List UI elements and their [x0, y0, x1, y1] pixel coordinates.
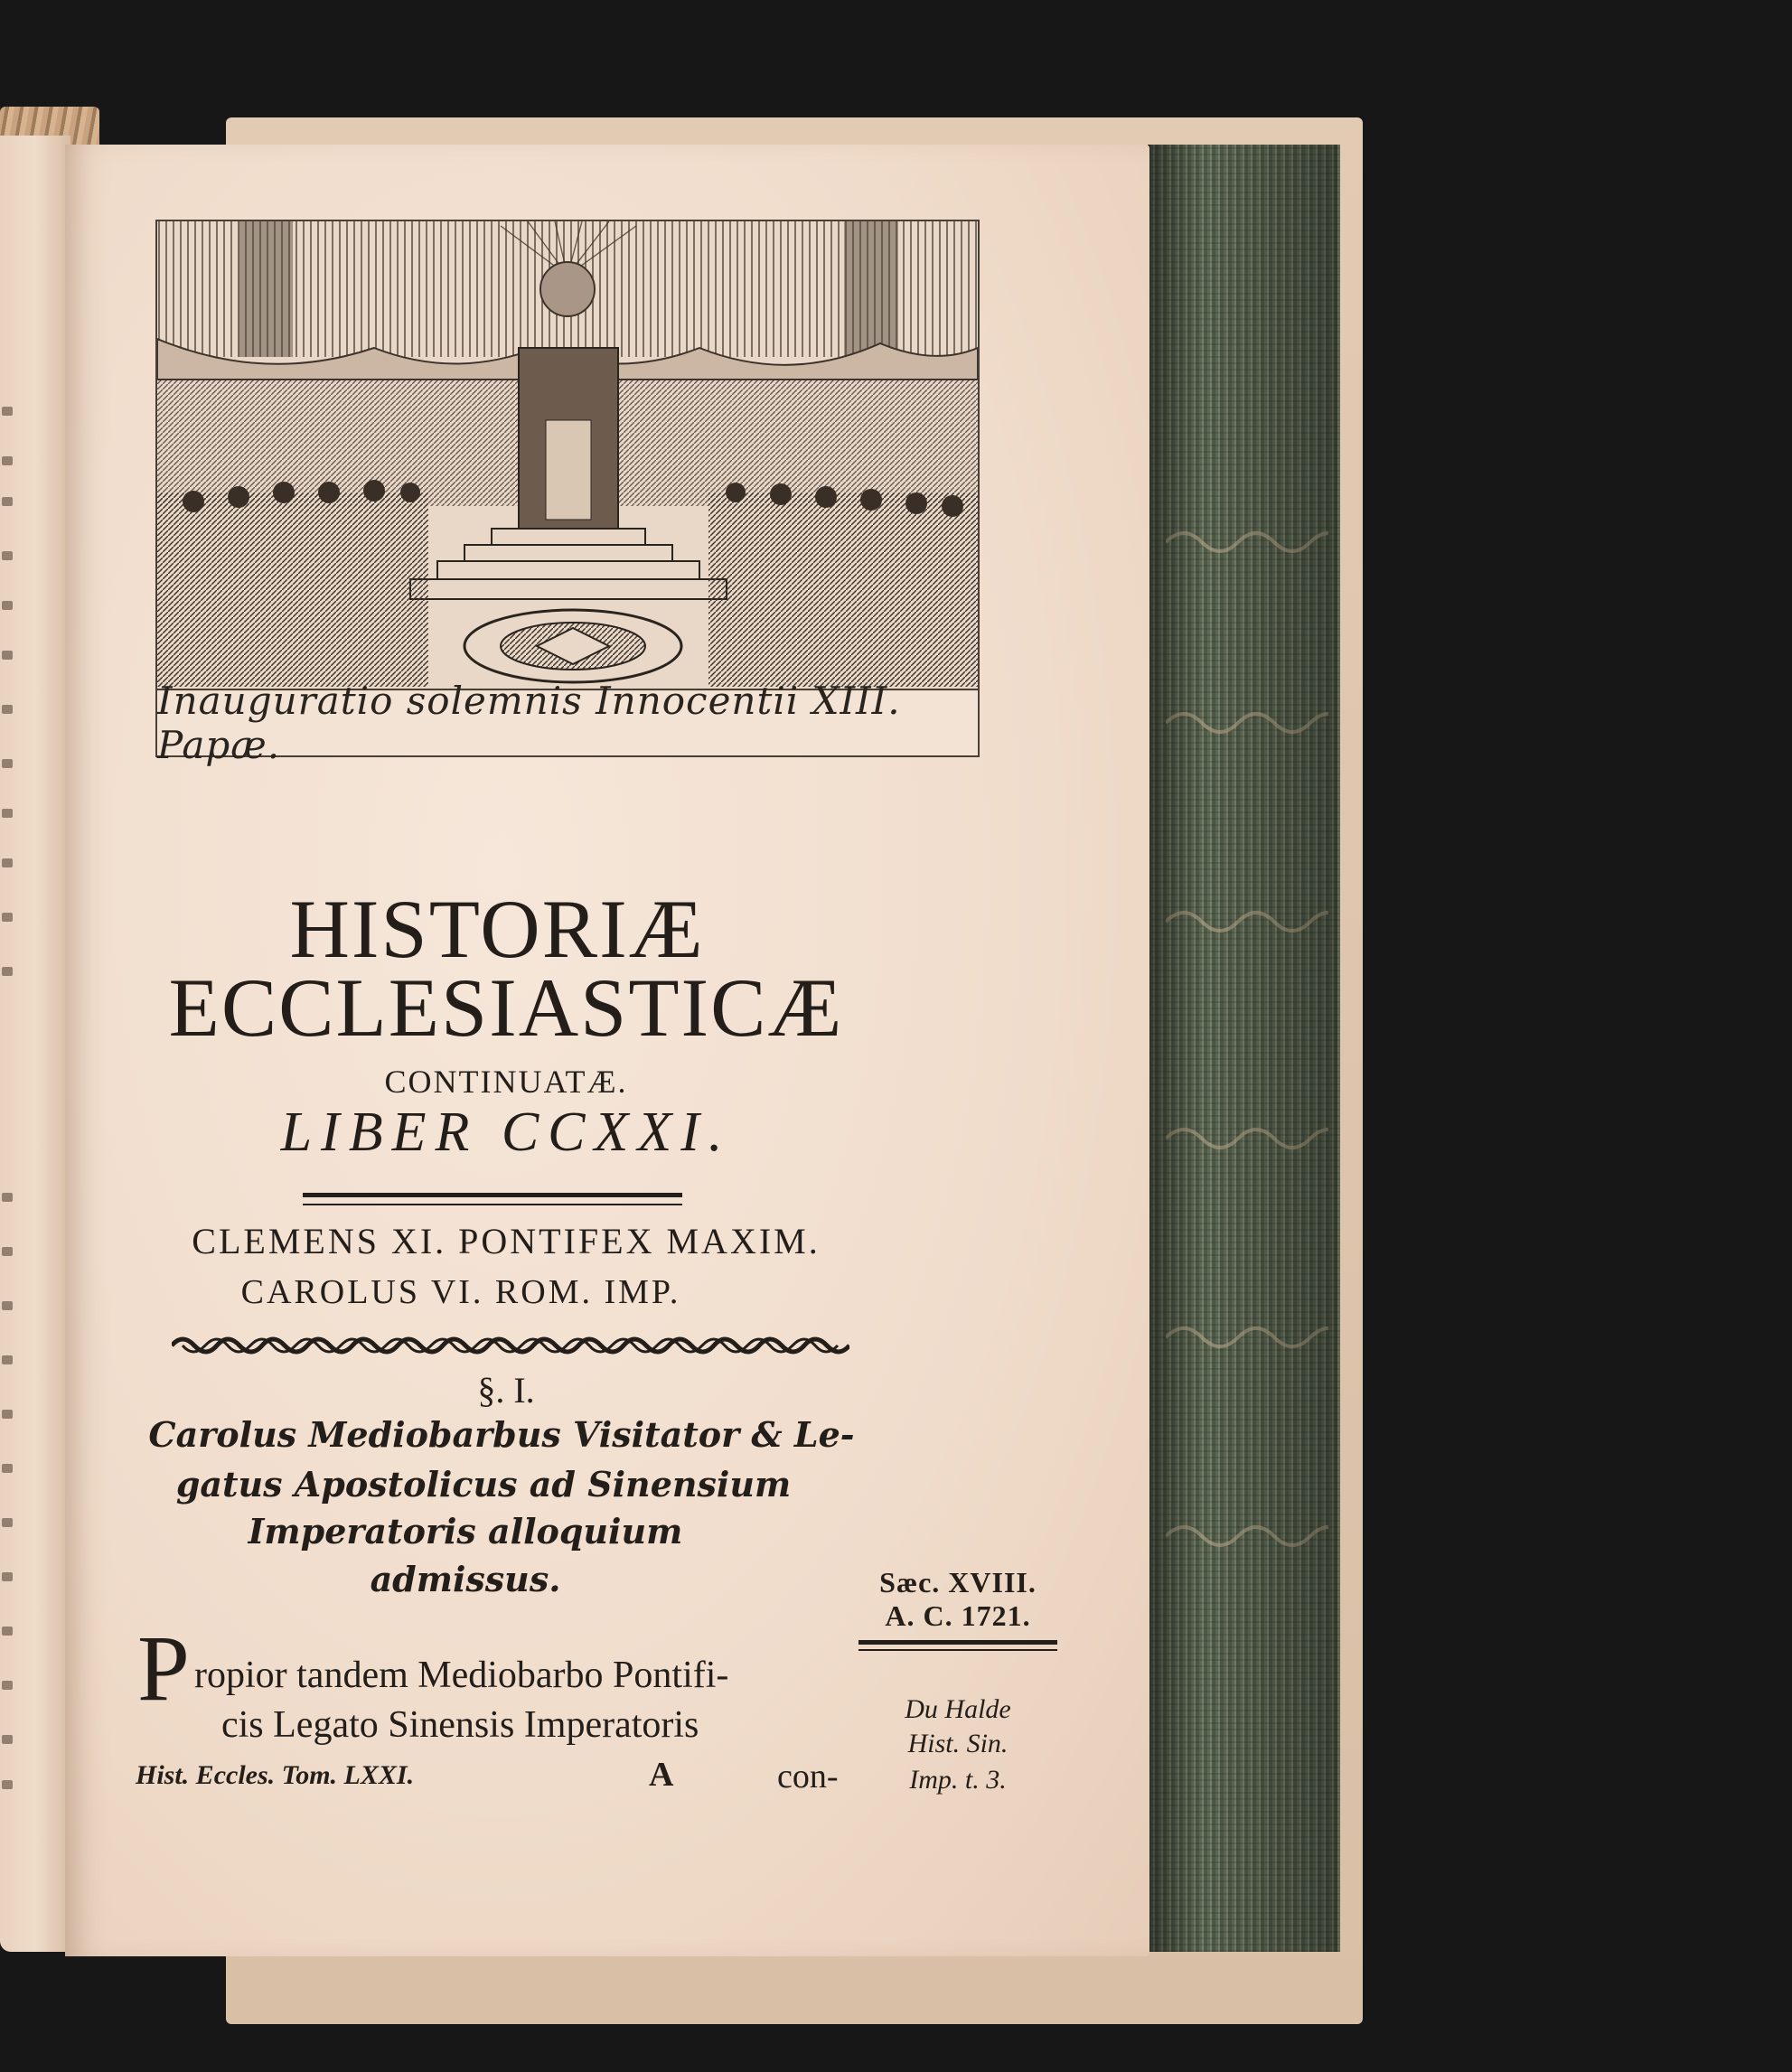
- margin-rule: [858, 1640, 1057, 1651]
- subtitle-emperor: CAROLUS VI. ROM. IMP.: [240, 1273, 681, 1311]
- margin-reference-line-2: Hist. Sin.: [907, 1729, 1009, 1758]
- footer-catchword: con-: [777, 1758, 839, 1795]
- ornamental-border: [172, 1333, 849, 1358]
- engraving-scene: [157, 221, 978, 691]
- body-line-2: cis Legato Sinensis Imperatoris: [221, 1704, 699, 1746]
- engraving-caption-frame: [157, 679, 978, 767]
- subtitle-pope: CLEMENS XI. PONTIFEX MAXIM.: [192, 1221, 821, 1261]
- left-page-text-fragments: [0, 407, 16, 1943]
- margin-reference-line-1: Du Halde: [905, 1694, 1011, 1724]
- section-heading-line-1: Carolus Mediobarbus Visitator & Le-: [148, 1414, 855, 1455]
- section-heading-line-2: gatus Apostolicus ad Sinensium: [175, 1464, 792, 1505]
- title-rule: [303, 1193, 682, 1205]
- title-line-continuatae: CONTINUATÆ.: [384, 1064, 628, 1100]
- engraving-caption: Inauguratio solemnis Innocentii XIII. Papæ.: [157, 679, 901, 767]
- body-line-1: ropior tandem Mediobarbo Pontifi-: [194, 1655, 729, 1696]
- footer-signature-mark: A: [649, 1756, 674, 1794]
- margin-reference-line-3: Imp. t. 3.: [909, 1765, 1007, 1795]
- margin-date-block: [854, 1566, 1062, 1651]
- drop-cap: P: [137, 1617, 190, 1720]
- title-line-liber: LIBER CCXXI.: [280, 1102, 732, 1163]
- footer-signature: Hist. Eccles. Tom. LXXI.: [136, 1760, 415, 1790]
- fore-edge-shadow: [1148, 145, 1337, 1952]
- engraving-illustration: [155, 220, 980, 767]
- section-number: §. I.: [477, 1370, 535, 1411]
- margin-saeculum: Sæc. XVIII.: [879, 1566, 1037, 1599]
- section-heading-line-3: Imperatoris alloquium: [248, 1511, 683, 1552]
- title-line-historiae: HISTORIÆ: [289, 883, 705, 975]
- left-page-edge: [0, 136, 70, 1952]
- margin-year: A. C. 1721.: [885, 1599, 1031, 1632]
- section-heading-line-4: admissus.: [370, 1559, 561, 1599]
- title-line-ecclesiasticae: ECCLESIASTICÆ: [168, 961, 844, 1054]
